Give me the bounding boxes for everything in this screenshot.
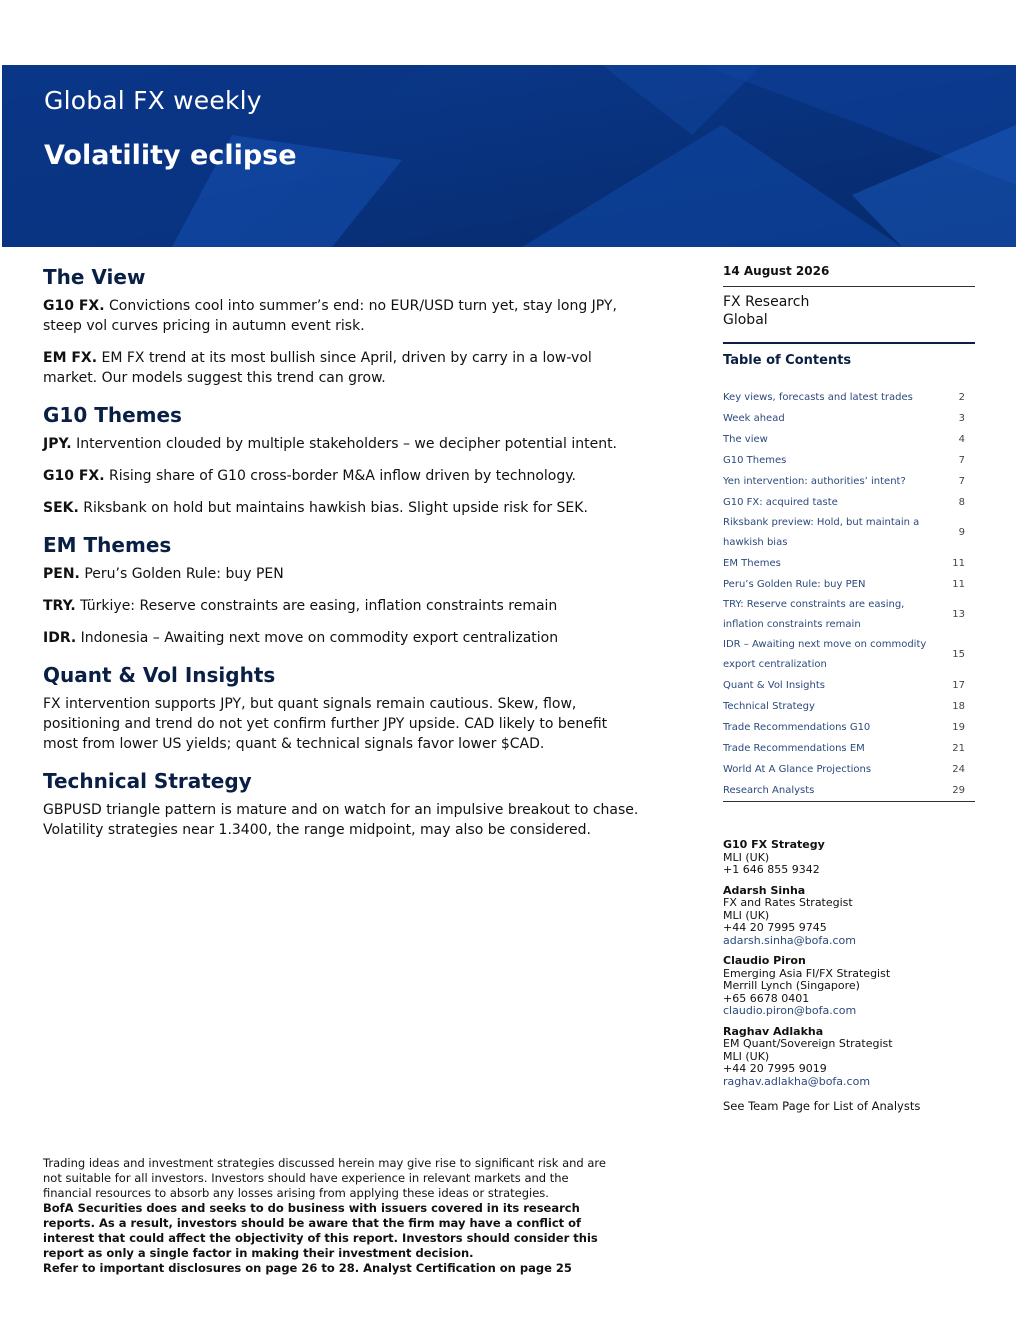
toc-item[interactable] <box>723 595 975 635</box>
toc-item[interactable] <box>723 696 975 717</box>
view-item-g10 <box>43 296 643 336</box>
em-item-text: Türkiye: Reserve constraints are easing, inflation constraints remain <box>80 598 558 614</box>
toc-item[interactable] <box>723 717 975 738</box>
toc-item-page: 11 <box>952 558 965 569</box>
analyst-detail: Merrill Lynch (Singapore) <box>723 979 860 992</box>
analyst-email-link[interactable]: adarsh.sinha@bofa.com <box>723 933 856 947</box>
toc-item-page: 29 <box>952 785 965 796</box>
toc-item-label[interactable]: G10 FX: acquired taste <box>723 497 838 508</box>
disclaimer-text: Trading ideas and investment strategies discussed herein may give rise to significant risk and are not suitable for all investors. Investors should have experience in relevant markets and the financial resources to absorb any losses arising from applying these ideas or strategies. <box>43 1156 606 1200</box>
section-heading-em: EM Themes <box>43 533 172 557</box>
em-item-label: TRY. <box>43 598 76 614</box>
em-item-text: Peru’s Golden Rule: buy PEN <box>84 566 284 582</box>
g10-item-text: Intervention clouded by multiple stakeholders – we decipher potential intent. <box>76 436 618 452</box>
analyst-name: Claudio Piron <box>723 954 806 967</box>
section-heading-g10: G10 Themes <box>43 403 182 427</box>
toc-item-label[interactable]: IDR – Awaiting next move on commodity export centralization <box>723 639 927 670</box>
toc-item[interactable] <box>723 387 975 408</box>
toc-item[interactable] <box>723 738 975 759</box>
analyst-detail: +44 20 7995 9745 <box>723 921 827 934</box>
report-title: Volatility eclipse <box>44 140 297 171</box>
toc-item-label[interactable]: Week ahead <box>723 413 785 424</box>
main-content <box>43 264 643 852</box>
em-item-idr <box>43 628 643 648</box>
toc-item-label[interactable]: Key views, forecasts and latest trades <box>723 392 913 403</box>
toc-item[interactable] <box>723 675 975 696</box>
technical-text: GBPUSD triangle pattern is mature and on watch for an impulsive breakout to chase. Volatility strategies near 1.3400, the range midpoint, may also be considered. <box>43 802 639 838</box>
analyst-detail: MLI (UK) <box>723 1049 770 1063</box>
analyst-entry <box>723 1026 983 1089</box>
view-item-label: G10 FX. <box>43 298 105 314</box>
toc-item-label[interactable]: World At A Glance Projections <box>723 764 872 775</box>
toc-item[interactable] <box>723 492 975 513</box>
toc-item[interactable] <box>723 408 975 429</box>
toc-item-page: 9 <box>958 527 965 538</box>
toc-item-label[interactable]: EM Themes <box>723 558 781 569</box>
section-heading-quant: Quant & Vol Insights <box>43 663 276 687</box>
g10-item-fx <box>43 466 643 486</box>
toc-item-page: 15 <box>952 649 965 660</box>
g10-item-label: JPY. <box>43 436 72 452</box>
toc-item[interactable] <box>723 429 975 450</box>
analyst-name: Adarsh Sinha <box>723 883 806 897</box>
analyst-entry <box>723 839 983 877</box>
analyst-email-link[interactable]: raghav.adlakha@bofa.com <box>723 1074 871 1088</box>
department <box>723 293 975 329</box>
g10-item-jpy <box>43 434 643 454</box>
toc-item-page: 11 <box>952 579 965 590</box>
toc-item-page: 4 <box>958 434 965 445</box>
view-item-text: Convictions cool into summer’s end: no EUR/USD turn yet, stay long JPY, steep vol curves pricing in autumn event risk. <box>43 298 617 334</box>
toc-item[interactable] <box>723 513 975 553</box>
g10-item-label: SEK. <box>43 500 79 516</box>
g10-item-sek <box>43 498 643 518</box>
toc-item-page: 7 <box>958 455 965 466</box>
view-item-em <box>43 348 643 388</box>
toc-item[interactable] <box>723 471 975 492</box>
analyst-detail: Emerging Asia FI/FX Strategist <box>723 966 891 980</box>
toc-item-page: 19 <box>952 722 965 733</box>
toc-item-page: 13 <box>952 609 965 620</box>
em-item-label: PEN. <box>43 566 80 582</box>
toc-heading: Table of Contents <box>723 342 975 373</box>
view-item-text: EM FX trend at its most bullish since April, driven by carry in a low-vol market. Our models suggest this trend can grow. <box>43 350 592 386</box>
toc-item[interactable] <box>723 574 975 595</box>
toc-item-page: 7 <box>958 476 965 487</box>
view-item-label: EM FX. <box>43 350 98 366</box>
analyst-email-link[interactable]: claudio.piron@bofa.com <box>723 1004 857 1017</box>
toc-item-page: 17 <box>952 680 965 691</box>
report-series: Global FX weekly <box>44 86 262 115</box>
g10-item-text: Riksbank on hold but maintains hawkish bias. Slight upside risk for SEK. <box>83 500 588 516</box>
header-banner <box>2 65 1016 247</box>
em-item-try <box>43 596 643 616</box>
analyst-detail: FX and Rates Strategist <box>723 896 853 909</box>
toc-item-label[interactable]: Trade Recommendations EM <box>723 743 865 754</box>
analyst-entry <box>723 955 983 1018</box>
analyst-name: G10 FX Strategy <box>723 838 825 851</box>
section-heading-technical: Technical Strategy <box>43 769 252 793</box>
g10-item-label: G10 FX. <box>43 468 105 484</box>
toc-item-label[interactable]: Peru’s Golden Rule: buy PEN <box>723 579 866 590</box>
analyst-detail: +44 20 7995 9019 <box>723 1062 827 1075</box>
toc-item[interactable] <box>723 780 975 802</box>
analyst-name: Raghav Adlakha <box>723 1024 824 1038</box>
toc-item-page: 18 <box>952 701 965 712</box>
table-of-contents <box>723 387 975 802</box>
quant-text: FX intervention supports JPY, but quant signals remain cautious. Skew, flow, positioning and trend do not yet confirm further JPY upside. CAD likely to benefit most from lower US yields; quant & technical signals favor lower $CAD. <box>43 696 608 752</box>
toc-item-label[interactable]: G10 Themes <box>723 455 787 466</box>
sidebar <box>723 264 975 802</box>
toc-item-label[interactable]: Quant & Vol Insights <box>723 680 825 691</box>
toc-item-label[interactable]: Trade Recommendations G10 <box>723 722 871 733</box>
toc-item[interactable] <box>723 553 975 574</box>
analyst-detail: +65 6678 0401 <box>723 991 810 1005</box>
disclaimer-bold-text: BofA Securities does and seeks to do business with issuers covered in its research reports. As a result, investors should be aware that the firm may have a conflict of interest that could affect the objectivity of this report. Investors should consider this report as only a single factor in making their investment decision. <box>43 1201 598 1260</box>
toc-item-label[interactable]: Research Analysts <box>723 785 815 796</box>
analyst-entry <box>723 885 983 948</box>
toc-item-page: 21 <box>952 743 965 754</box>
see-team-link[interactable]: See Team Page for List of Analysts <box>723 1099 921 1113</box>
analyst-detail: +1 646 855 9342 <box>723 863 820 876</box>
toc-item-page: 8 <box>958 497 965 508</box>
report-date: 14 August 2026 <box>723 264 975 287</box>
department-name: FX Research <box>723 294 810 310</box>
analyst-detail: EM Quant/Sovereign Strategist <box>723 1037 893 1050</box>
analyst-detail: MLI (UK) <box>723 908 770 922</box>
toc-item-page: 3 <box>958 413 965 424</box>
g10-item-text: Rising share of G10 cross-border M&A inflow driven by technology. <box>108 468 576 484</box>
toc-item[interactable] <box>723 635 975 675</box>
analyst-team <box>723 839 983 1113</box>
region-name: Global <box>723 312 768 328</box>
toc-item-label[interactable]: Riksbank preview: Hold, but maintain a hawkish bias <box>723 517 920 548</box>
em-item-label: IDR. <box>43 630 77 646</box>
toc-item-label[interactable]: TRY: Reserve constraints are easing, inflation constraints remain <box>723 599 905 630</box>
toc-item-label[interactable]: Yen intervention: authorities’ intent? <box>723 476 906 487</box>
toc-item-label[interactable]: Technical Strategy <box>723 701 815 712</box>
disclaimer <box>43 1156 613 1276</box>
em-item-pen <box>43 564 643 584</box>
analyst-detail: MLI (UK) <box>723 850 770 864</box>
em-item-text: Indonesia – Awaiting next move on commodity export centralization <box>80 630 559 646</box>
toc-item-page: 2 <box>958 392 965 403</box>
toc-item-page: 24 <box>952 764 965 775</box>
toc-item[interactable] <box>723 759 975 780</box>
toc-item-label[interactable]: The view <box>723 434 768 445</box>
disclosure-reference: Refer to important disclosures on page 26 to 28. Analyst Certification on page 25 <box>43 1261 572 1275</box>
toc-item[interactable] <box>723 450 975 471</box>
section-heading-view: The View <box>43 265 146 289</box>
